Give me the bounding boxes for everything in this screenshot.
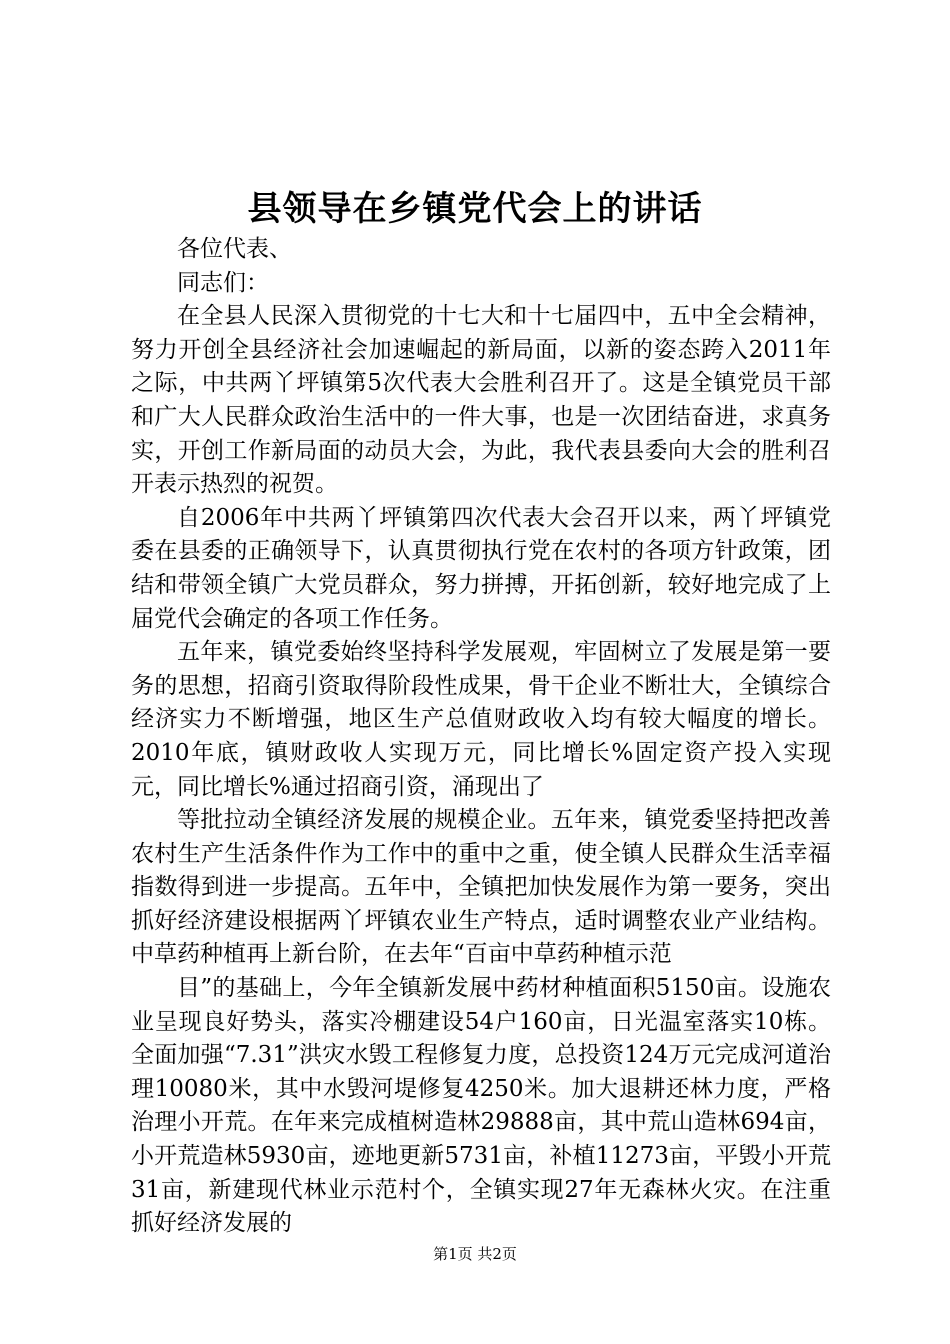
body-paragraph: 五年来，镇党委始终坚持科学发展观，牢固树立了发展是第一要务的思想，招商引资取得阶段性成果，骨干企业不断壮大，全镇综合经济实力不断增强，地区生产总值财政收入均有较大幅度的增长。2010年底，镇财政收人实现万元，同比增长%固定资产投入实现元，同比增长%通过招商引资，涌现出了 [131,639,831,800]
document-title: 县领导在乡镇党代会上的讲话 [247,189,703,229]
page-number-footer: 第1页 共2页 [433,1245,517,1263]
greeting-line: 同志们： [177,269,269,296]
greeting-line: 各位代表、 [177,236,292,262]
body-paragraph: 自2006年中共两丫坪镇第四次代表大会召开以来，两丫坪镇党委在县委的正确领导下，认真贯彻执行党在农村的各项方针政策，团结和带领全镇广大党员群众，努力拼搏，开拓创新，较好地完成了上届党代会确定的各项工作任务。 [131,504,831,632]
body-paragraph: 目”的基础上，今年全镇新发展中药材种植面积5150亩。设施农业呈现良好势头，落实冷棚建设54户160亩，日光温室落实10栋。全面加强“7.31”洪灾水毁工程修复力度，总投资124万元完成河道治理10080米，其中水毁河堤修复4250米。加大退耕还林力度，严格治理小开荒。在年来完成植树造林29888亩，其中荒山造林694亩，小开荒造林5930亩，迹地更新5731亩，补植11273亩，平毁小开荒31亩，新建现代林业示范村个，全镇实现27年无森林火灾。在注重抓好经济发展的 [131,975,831,1237]
document-body [131,233,831,1241]
body-paragraph: 等批拉动全镇经济发展的规模企业。五年来，镇党委坚持把改善农村生产生活条件作为工作中的重中之重，使全镇人民群众生活幸福指数得到进一步提高。五年中，全镇把加快发展作为第一要务，突出抓好经济建设根据两丫坪镇农业生产特点，适时调整农业产业结构。中草药种植再上新台阶，在去年“百亩中草药种植示范 [131,807,831,968]
body-paragraph: 在全县人民深入贯彻党的十七大和十七届四中，五中全会精神，努力开创全县经济社会加速崛起的新局面，以新的姿态跨入2011年之际，中共两丫坪镇第5次代表大会胜利召开了。这是全镇党员干部和广大人民群众政治生活中的一件大事，也是一次团结奋进，求真务实，开创工作新局面的动员大会，为此，我代表县委向大会的胜利召开表示热烈的祝贺。 [131,303,831,498]
